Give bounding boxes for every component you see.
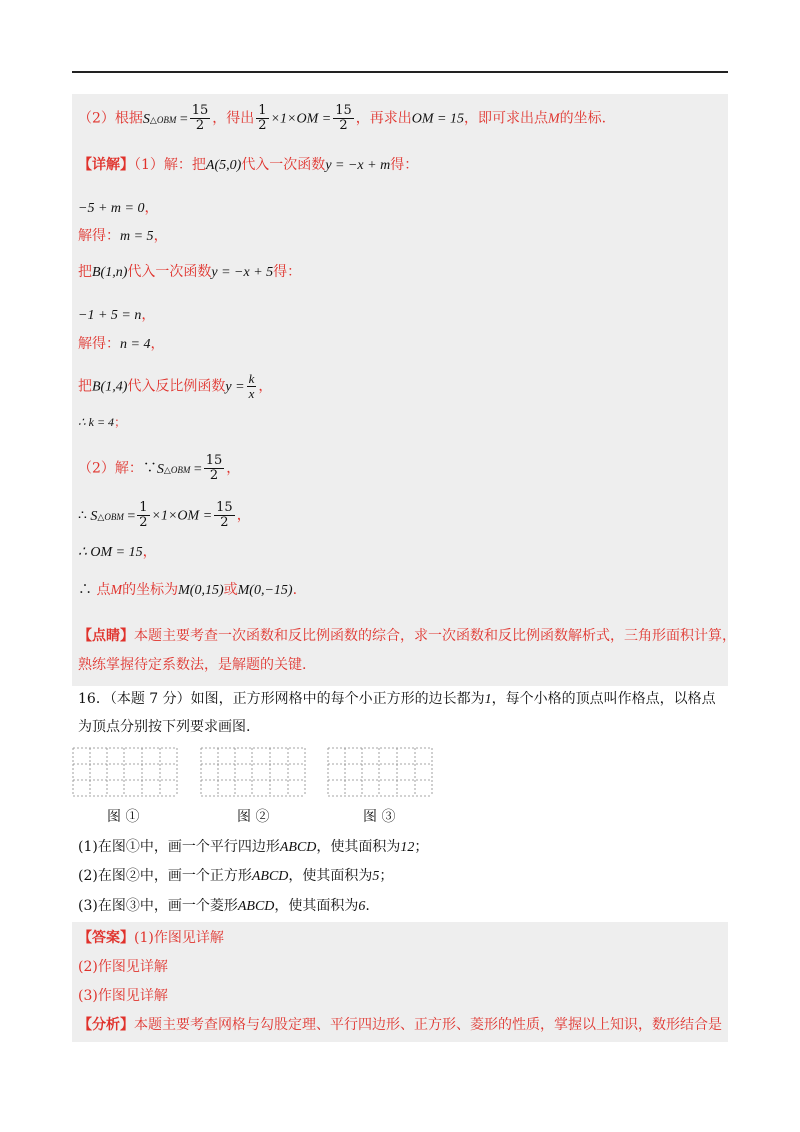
figure-label-2: 图 ② [237, 809, 270, 825]
detail-line: 【详解】（1）解：把A(5,0)代入一次函数y = −x + m得： [78, 157, 419, 173]
linear-function-2: y = −x + 5 [211, 265, 274, 280]
solution-2: 解得：n = 4， [78, 336, 165, 352]
comment-tag: 【点睛】 [78, 628, 134, 644]
question-16-line-2: 为顶点分别按下列要求画图. [78, 719, 251, 735]
point-b-14: B(1,4) [92, 379, 128, 395]
grid-figure-1 [72, 747, 178, 797]
m-coordinate-2: M(0,−15) [237, 583, 293, 598]
answer-line-3: (3)作图见详解 [78, 988, 168, 1004]
fraction-15-2c: $\frac{15}{2}$ [205, 453, 223, 483]
solution-1: 解得：m = 5， [78, 228, 168, 244]
m-coordinate-1: M(0,15) [178, 583, 224, 598]
figure-label-1: 图 ① [107, 809, 140, 825]
answer-tag: 【答案】 [78, 930, 134, 946]
dashed-grid-2 [200, 747, 306, 797]
part2-hint: （2）根据S△OBM = $\frac{15}{2}$ ，得出 $\frac{1}{2}$ ×1×OM = $\frac{15}{2}$ ，再求出OM = 15，即可求出点M的坐标. [78, 103, 607, 133]
dashed-grid-3 [327, 747, 433, 797]
equation-1: −5 + m = 0， [78, 200, 159, 216]
analysis-tag: 【分析】 [78, 1017, 134, 1033]
answer-line-1: 【答案】(1)作图见详解 [78, 930, 224, 946]
detail-tag: 【详解】 [78, 157, 134, 173]
question-16-line-1: 16．（本题 7 分）如图，正方形网格中的每个小正方形的边长都为1，每个小格的顶点叫作格点，以格点 [78, 691, 716, 707]
comment-line-1: 【点睛】本题主要考查一次函数和反比例函数的综合，求一次函数和反比例函数解析式，三角形面积计算， [78, 628, 736, 644]
substitute-inverse: 把B(1,4)代入反比例函数y = $\frac{k}{x}$ ， [78, 371, 273, 401]
fraction-15-2b: $\frac{15}{2}$ [335, 103, 352, 133]
point-b: B(1,n) [92, 265, 128, 280]
m-coordinates: ∴ 点M的坐标为M(0,15)或M(0,−15). [78, 582, 298, 598]
figure-label-3: 图 ③ [363, 809, 396, 825]
part2-area-equation: ∴ S△OBM = $\frac{1}{2}$ ×1×OM = $\frac{15}{2}$ ， [78, 500, 251, 530]
analysis-line: 【分析】本题主要考查网格与勾股定理、平行四边形、正方形、菱形的性质，掌握以上知识，数形结合是 [78, 1017, 722, 1033]
header-rule [72, 71, 728, 73]
part2-given: （2）解：∵S△OBM = $\frac{15}{2}$ ， [78, 453, 241, 483]
requirement-1: (1)在图①中，画一个平行四边形ABCD，使其面积为12； [78, 839, 429, 855]
dashed-grid-1 [72, 747, 178, 797]
fraction-15-2d: $\frac{15}{2}$ [216, 500, 233, 530]
fraction-k-x: $\frac{k}{x}$ [248, 371, 255, 401]
om-result: ∴ OM = 15， [78, 544, 157, 560]
om-value: OM = 15 [411, 111, 464, 127]
grid-figure-3 [327, 747, 433, 797]
requirement-2: (2)在图②中，画一个正方形ABCD，使其面积为5； [78, 868, 394, 884]
requirement-3: (3)在图③中，画一个菱形ABCD，使其面积为6. [78, 898, 370, 914]
answer-line-2: (2)作图见详解 [78, 959, 168, 975]
substitute-b: 把B(1,n)代入一次函数y = −x + 5得： [78, 264, 302, 280]
hint-expression: ×1×OM = [270, 111, 332, 127]
fraction-half-b: $\frac{1}{2}$ [139, 500, 148, 530]
area-symbol: S△OBM = [142, 111, 188, 127]
point-a: A(5,0) [205, 158, 242, 173]
hint-prefix: （2）根据 [78, 110, 143, 127]
grid-figure-2 [200, 747, 306, 797]
comment-line-2: 熟练掌握待定系数法，是解题的关键. [78, 657, 307, 673]
fraction-15-2: $\frac{15}{2}$ [191, 103, 209, 133]
fraction-half: $\frac{1}{2}$ [258, 103, 267, 133]
equation-2: −1 + 5 = n， [78, 307, 156, 323]
linear-function: y = −x + m [325, 158, 391, 173]
k-result: ∴ k = 4； [78, 415, 127, 429]
